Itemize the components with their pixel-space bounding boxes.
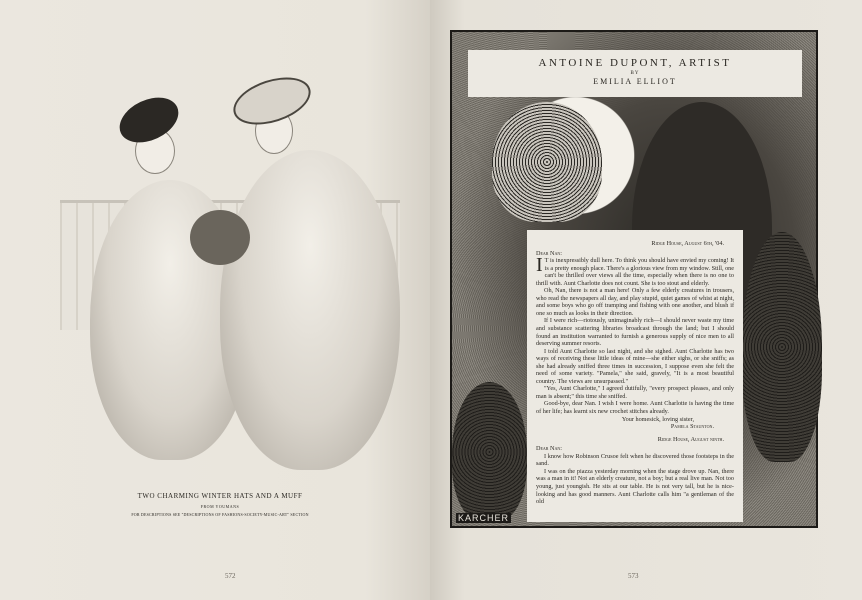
caption-title: TWO CHARMING WINTER HATS AND A MUFF xyxy=(137,492,303,500)
left-page xyxy=(0,0,430,600)
letter1-dateline: Ridge House, August 6th, '04. xyxy=(651,240,724,247)
right-page xyxy=(430,0,862,600)
letter1-signature: Pamela Staunton. xyxy=(670,423,714,431)
title-box xyxy=(468,50,802,97)
illustration-frame xyxy=(450,30,818,528)
paragraph: I know how Robinson Crusoe felt when he discovered those footsteps in the sand. xyxy=(536,452,734,468)
tree-illustration xyxy=(492,102,602,222)
lady-right-dress-illustration xyxy=(220,150,400,470)
paragraph: I told Aunt Charlotte so last night, and she sighed. Aunt Charlotte has two ways of receiving these little ideas of mine—she either sighs, or she sniffs; as she had already sniffed three times in succession, I suppose even she felt the need of some variety. "Pamela," she said, gravely, "It is a most beautiful country. The views are unsurpassed." xyxy=(536,347,734,385)
paragraph: Oh, Nan, there is not a man here! Only a few elderly creatures in trousers, who read the newspapers all day, and play stupid, quiet games of whist at night, and some boys who go off tramping and fishing with one another, and blush if one so much as looks in their direction. xyxy=(536,287,734,317)
muff-illustration xyxy=(190,210,250,265)
bush-illustration xyxy=(452,382,527,522)
author-name: EMILIA ELLIOT xyxy=(593,77,677,86)
drop-cap: I xyxy=(536,254,543,277)
paragraph: T is inexpressibly dull here. To think you should have envied my coming! It is a pretty enough place. There's a glorious view from my window. Still, one can't be thrilled over views all the time, especially when there is no one to thrill with. Aunt Charlotte does not count. She is too stout and elderly. xyxy=(536,257,734,287)
letter1-salutation: Dear Nan: xyxy=(536,249,562,257)
article-title: ANTOINE DUPONT, ARTIST xyxy=(538,57,732,69)
artist-signature: KARCHER xyxy=(458,513,510,523)
letter2-dateline: Ridge House, August ninth. xyxy=(657,435,724,443)
caption-note: FOR DESCRIPTIONS SEE "DESCRIPTIONS OF FASHIONS-SOCIETY-MUSIC-ART" SECTION xyxy=(131,512,309,517)
page-number: 572 xyxy=(225,572,236,580)
paragraph: Good-bye, dear Nan. I wish I were home. Aunt Charlotte is having the time of her life; has learnt six new crochet stitches already. xyxy=(536,400,734,416)
paragraph: I was on the piazza yesterday morning when the stage drove up. Nan, there was a man in it! Not an elderly creature, not a boy; but a real live man. Not too young, just youngish. He sits at our table. He is not very tall, but he is nice-looking and has good manners. Aunt Charlotte calls him "a gentleman of the old xyxy=(536,467,734,506)
byline-by: BY xyxy=(630,71,640,76)
caption-source: FROM YOUMANS xyxy=(200,504,240,509)
tree-illustration xyxy=(742,232,822,462)
page-number: 573 xyxy=(628,572,639,580)
letter2-salutation: Dear Nan: xyxy=(536,445,562,453)
paragraph: "Yes, Aunt Charlotte," I agreed dutifully, "every prospect pleases, and only man is absent;" this time she sniffed. xyxy=(536,385,734,400)
article-text xyxy=(527,230,743,522)
letter1-closing: Your homesick, loving sister, xyxy=(621,415,694,423)
paragraph: If I were rich—riotously, unimaginably rich—I should never waste my time and substance scattering libraries broadcast through the land; but I should found an institution warranted to furnish a generous supply of nice men to all deserving summer resorts. xyxy=(536,317,734,348)
